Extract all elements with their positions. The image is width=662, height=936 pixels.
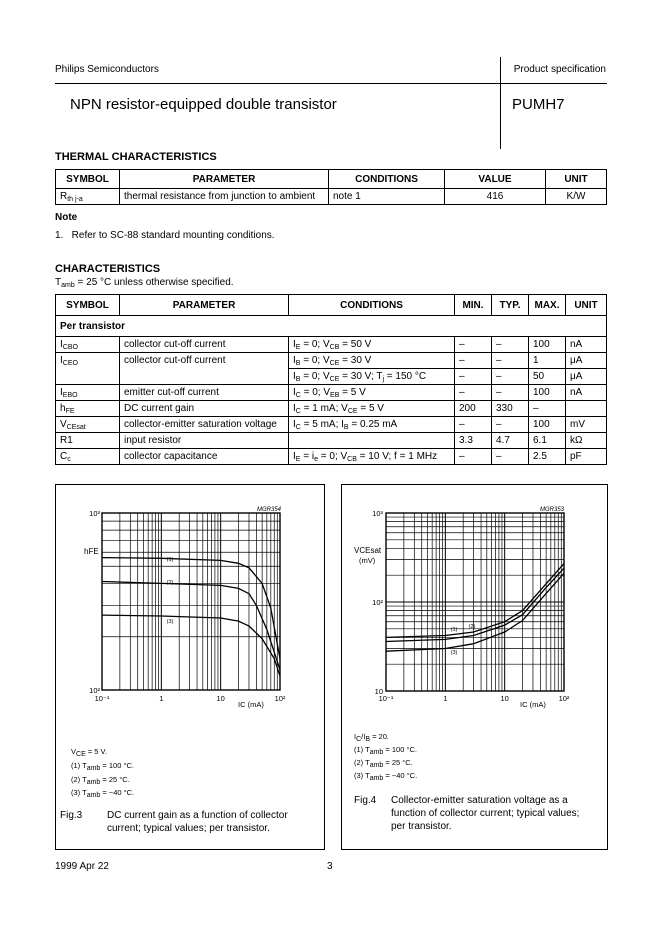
characteristics-header-row — [56, 295, 607, 316]
hfe-chart — [56, 485, 324, 735]
vcesat-chart — [342, 485, 607, 725]
min-cell: – — [455, 449, 492, 465]
symbol-cell — [56, 449, 120, 465]
series-line-1 — [102, 558, 280, 659]
characteristics-body — [56, 316, 607, 465]
conditions-cell: $I_B = 0$; $V_{CE} = 30$ V; $T_j = 150$ °C — [289, 369, 455, 385]
col-typ: TYP. — [492, 295, 529, 316]
conditions-cell: $I_C = 1$ mA; $V_{CE} = 5$ V — [289, 401, 455, 417]
conditions-cell: $I_E = 0$; $V_{CB} = 50$ V — [289, 337, 455, 353]
fig3-cond-1: (1) $T_{amb} = 100$ °C. — [71, 761, 134, 772]
symbol-text: I — [60, 339, 63, 350]
x-tick-label: 10² — [558, 694, 570, 703]
min-cell: 200 — [455, 401, 492, 417]
parameter-cell: collector capacitance — [120, 449, 289, 465]
unit-cell: μA — [566, 353, 607, 369]
parameter-cell: thermal resistance from junction to ambient — [120, 189, 329, 205]
thermal-title: THERMAL CHARACTERISTICS — [55, 151, 217, 163]
header-rule — [55, 83, 607, 84]
figure-4 — [341, 484, 608, 850]
parameter-cell — [120, 369, 289, 385]
series-line-3 — [102, 615, 280, 676]
series-label: (1) — [166, 557, 174, 563]
x-tick-label: 1 — [159, 694, 164, 703]
parameter-cell: DC current gain — [120, 401, 289, 417]
fig3-caption-2: current; typical values; per transistor. — [107, 823, 270, 834]
page-title: NPN resistor-equipped double transistor — [70, 96, 337, 113]
symbol-text: C — [60, 451, 68, 462]
group-row — [56, 316, 607, 337]
characteristics-subtitle — [55, 277, 234, 288]
chart-code: MGR354 — [256, 507, 281, 513]
symbol-cell — [56, 337, 120, 353]
conditions-cell: $I_E = i_e = 0$; $V_{CB} = 10$ V; f = 1 MHz — [289, 449, 455, 465]
typ-cell: 330 — [492, 401, 529, 417]
max-cell: 100 — [529, 385, 566, 401]
x-tick-label: 10⁻¹ — [378, 694, 394, 703]
y-tick-label: 10² — [89, 686, 100, 695]
unit-cell: pF — [566, 449, 607, 465]
symbol-sub: CEsat — [66, 424, 86, 431]
value-cell: 416 — [445, 189, 546, 205]
symbol-sub: FE — [65, 408, 75, 415]
symbol-sub: CBO — [62, 344, 78, 351]
typ-cell: – — [492, 417, 529, 433]
x-tick-label: 10² — [274, 694, 286, 703]
series-line-2 — [102, 582, 280, 670]
symbol-cell — [56, 189, 120, 205]
symbol-sub: c — [67, 456, 71, 463]
header-divider — [500, 57, 501, 149]
table-row — [56, 189, 607, 205]
fig4-caption-2: function of collector current; typical values; — [391, 808, 580, 819]
unit-cell: mV — [566, 417, 607, 433]
typ-cell: – — [492, 385, 529, 401]
fig3-caption-1: DC current gain as a function of collector — [107, 810, 288, 821]
y-tick-label: 10³ — [372, 509, 383, 518]
unit-cell: μA — [566, 369, 607, 385]
min-cell: 3.3 — [455, 433, 492, 449]
max-cell: 100 — [529, 337, 566, 353]
max-cell: 2.5 — [529, 449, 566, 465]
table-row — [56, 353, 607, 369]
symbol-text: V — [60, 419, 67, 430]
conditions-cell: note 1 — [329, 189, 445, 205]
min-cell: – — [455, 353, 492, 369]
col-conditions: CONDITIONS — [329, 170, 445, 189]
figure-3 — [55, 484, 325, 850]
unit-cell: nA — [566, 385, 607, 401]
typ-cell: – — [492, 353, 529, 369]
y-axis-label: hFE — [84, 547, 99, 556]
conditions-cell: $I_C = 0$; $V_{EB} = 5$ V — [289, 385, 455, 401]
col-unit: UNIT — [566, 295, 607, 316]
symbol-sub: th j-a — [67, 196, 83, 203]
x-tick-label: 10⁻¹ — [94, 694, 110, 703]
y-axis-label: VCEsat — [354, 546, 382, 555]
unit-cell — [566, 401, 607, 417]
symbol-text: h — [60, 403, 66, 414]
page-number: 3 — [327, 861, 333, 872]
max-cell: 100 — [529, 417, 566, 433]
chart-code: MGR353 — [539, 507, 564, 513]
max-cell: – — [529, 401, 566, 417]
fig4-cond-title: $I_C/I_B = 20$. — [354, 732, 389, 743]
y-tick-label: 10² — [372, 598, 383, 607]
symbol-text: I — [60, 355, 63, 367]
y-axis-unit: (mV) — [359, 556, 376, 565]
conditions-cell: $I_C = 5$ mA; $I_B = 0.25$ mA — [289, 417, 455, 433]
conditions-cell — [289, 433, 455, 449]
max-cell: 6.1 — [529, 433, 566, 449]
parameter-cell: collector cut-off current — [120, 353, 289, 369]
col-conditions: CONDITIONS — [289, 295, 455, 316]
col-unit: UNIT — [546, 170, 607, 189]
symbol-cell — [56, 433, 120, 449]
part-number: PUMH7 — [512, 96, 565, 113]
symbol-text: R — [60, 191, 68, 202]
subtitle-t: T — [55, 277, 62, 288]
table-row — [56, 385, 607, 401]
table-row — [56, 433, 607, 449]
col-value: VALUE — [445, 170, 546, 189]
y-tick-label: 10³ — [89, 509, 100, 518]
col-symbol: SYMBOL — [56, 295, 120, 316]
fig4-caption-3: per transistor. — [391, 821, 452, 832]
typ-cell: – — [492, 337, 529, 353]
fig3-cond-title: $V_{CE} = 5$ V. — [71, 747, 107, 758]
table-row — [56, 417, 607, 433]
parameter-cell: collector cut-off current — [120, 337, 289, 353]
thermal-header-row — [56, 170, 607, 189]
unit-cell: nA — [566, 337, 607, 353]
note-text: 1. Refer to SC-88 standard mounting conditions. — [55, 230, 275, 241]
x-tick-label: 10 — [500, 694, 509, 703]
series-label: (3) — [166, 619, 174, 625]
col-min: MIN. — [455, 295, 492, 316]
fig3-label: Fig.3 — [60, 810, 83, 821]
typ-cell: 4.7 — [492, 433, 529, 449]
x-tick-label: 1 — [443, 694, 448, 703]
typ-cell: – — [492, 449, 529, 465]
symbol-cell — [56, 401, 120, 417]
fig3-cond-2: (2) $T_{amb} = 25$ °C. — [71, 775, 130, 786]
min-cell: – — [455, 369, 492, 385]
series-label: (1) — [450, 627, 458, 633]
series-label: (3) — [450, 650, 458, 656]
fig4-cond-2: (2) $T_{amb} = 25$ °C. — [354, 758, 413, 769]
col-symbol: SYMBOL — [56, 170, 120, 189]
company-name: Philips Semiconductors — [55, 64, 159, 75]
thermal-table — [55, 169, 607, 205]
max-cell: 50 — [529, 369, 566, 385]
table-row — [56, 337, 607, 353]
characteristics-title: CHARACTERISTICS — [55, 263, 161, 275]
series-label: (2) — [166, 580, 174, 586]
subtitle-sub: amb — [61, 282, 75, 289]
series-line-3 — [386, 573, 564, 651]
symbol-text: I — [60, 387, 63, 398]
parameter-cell: collector-emitter saturation voltage — [120, 417, 289, 433]
characteristics-table — [55, 294, 607, 465]
series-label: (2) — [468, 624, 476, 630]
subtitle-rest: = 25 °C unless otherwise specified. — [74, 277, 234, 288]
conditions-cell: $I_B = 0$; $V_{CE} = 30$ V — [289, 353, 455, 369]
col-parameter: PARAMETER — [120, 295, 289, 316]
fig4-label: Fig.4 — [354, 795, 377, 806]
group-label: Per transistor — [56, 316, 607, 337]
fig4-caption-1: Collector-emitter saturation voltage as a — [391, 795, 568, 806]
unit-cell: K/W — [546, 189, 607, 205]
table-row — [56, 449, 607, 465]
x-tick-label: 10 — [216, 694, 225, 703]
y-tick-label: 10 — [374, 687, 383, 696]
col-parameter: PARAMETER — [120, 170, 329, 189]
parameter-cell: emitter cut-off current — [120, 385, 289, 401]
typ-cell: – — [492, 369, 529, 385]
symbol-sub: EBO — [62, 392, 78, 399]
x-axis-label: IC (mA) — [238, 700, 264, 709]
fig4-cond-3: (3) $T_{amb} = -40$ °C. — [354, 771, 418, 782]
series-line-2 — [386, 568, 564, 641]
symbol-sub: CEO — [62, 360, 78, 368]
symbol-cell — [56, 385, 120, 401]
min-cell: – — [455, 337, 492, 353]
symbol-cell — [56, 417, 120, 433]
symbol-cell — [56, 369, 120, 385]
x-axis-label: IC (mA) — [520, 700, 546, 709]
min-cell: – — [455, 385, 492, 401]
footer-date: 1999 Apr 22 — [55, 861, 109, 872]
max-cell: 1 — [529, 353, 566, 369]
col-max: MAX. — [529, 295, 566, 316]
table-row — [56, 369, 607, 385]
note-title: Note — [55, 212, 78, 223]
unit-cell: kΩ — [566, 433, 607, 449]
symbol-cell — [56, 353, 120, 369]
fig3-cond-3: (3) $T_{amb} = -40$ °C. — [71, 788, 135, 799]
symbol-text: R1 — [60, 435, 73, 446]
parameter-cell: input resistor — [120, 433, 289, 449]
fig4-cond-1: (1) $T_{amb} = 100$ °C. — [354, 745, 417, 756]
min-cell: – — [455, 417, 492, 433]
table-row — [56, 401, 607, 417]
doc-type: Product specification — [513, 64, 606, 75]
